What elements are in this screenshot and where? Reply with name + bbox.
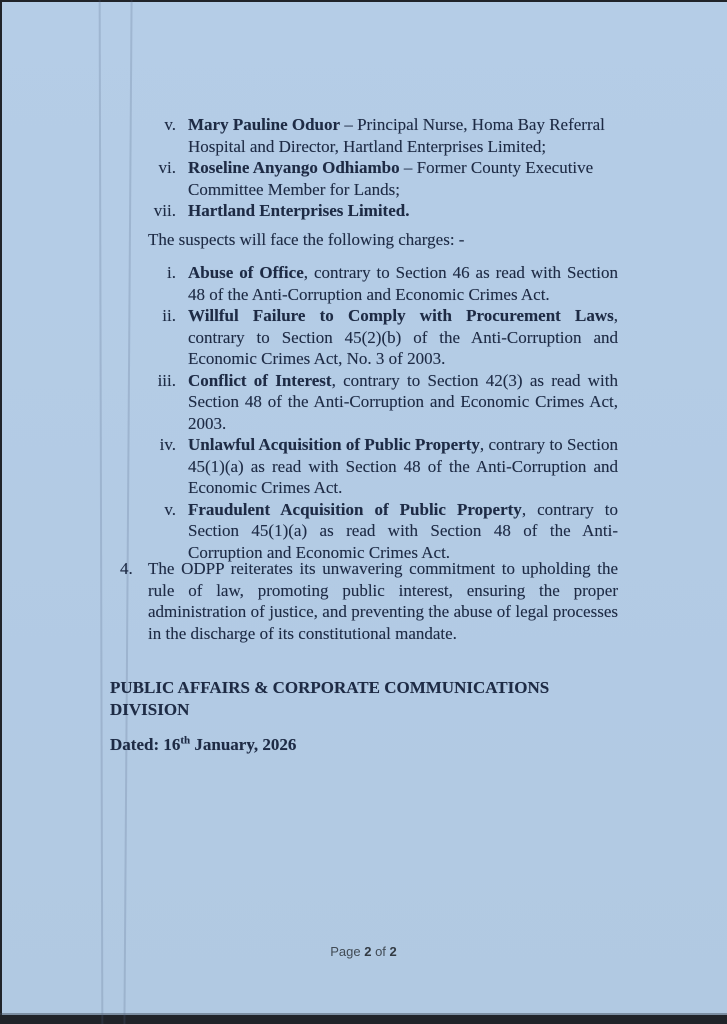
paragraph-numeral: 4.: [120, 559, 133, 578]
suspects-list: [110, 114, 618, 222]
list-numeral: vii.: [153, 201, 176, 220]
list-numeral: vi.: [158, 158, 176, 177]
charge-list-item: [110, 305, 618, 370]
charge-description: , contrary to Section 45(1)(a) as read with Section 48 of the Anti-Corruption and Economic Crimes Act.: [188, 435, 618, 497]
page-label: Page: [330, 944, 361, 959]
scan-edge-bottom: [0, 1015, 727, 1024]
list-text: [188, 305, 618, 370]
of-label: of: [375, 944, 386, 959]
paragraph-text: The ODPP reiterates its unwavering commitment to upholding the rule of law, promoting public interest, ensuring the proper administration of justice, and preventing the abuse of legal processes in the discharge of its constitutional mandate.: [148, 559, 618, 643]
charge-title: Abuse of Office: [188, 263, 304, 282]
charge-list-item: [110, 370, 618, 435]
charge-list-item: [110, 434, 618, 499]
suspect-name: Hartland Enterprises Limited.: [188, 201, 410, 220]
scan-edge-left: [0, 0, 2, 1024]
page-number: 2: [364, 944, 372, 959]
charge-list-item: [110, 262, 618, 305]
charge-title: Willful Failure to Comply with Procurement Laws: [188, 306, 614, 325]
suspect-description: – Principal Nurse, Homa Bay Referral Hospital and Director, Hartland Enterprises Limited;: [188, 115, 605, 156]
list-text: [188, 499, 618, 564]
dated-line: [110, 734, 296, 756]
division-heading: PUBLIC AFFAIRS & CORPORATE COMMUNICATIONS DIVISION: [110, 678, 550, 719]
list-text: [188, 262, 618, 305]
list-text: [188, 157, 618, 200]
suspect-list-item: [110, 157, 618, 200]
charges-intro: The suspects will face the following charges: -: [148, 230, 465, 249]
charge-description: , contrary to Section 46 as read with Section 48 of the Anti-Corruption and Economic Crimes Act.: [188, 263, 618, 304]
charge-title: Conflict of Interest: [188, 370, 332, 390]
list-numeral: i.: [167, 263, 176, 282]
page-number-footer: [0, 944, 727, 959]
list-numeral: v.: [164, 499, 176, 519]
suspect-description: – Former County Executive Committee Member for Lands;: [188, 158, 594, 199]
charge-list-item: [110, 499, 618, 564]
charge-description: , contrary to Section 45(1)(a) as read with Section 48 of the Anti-Corruption and Economic Crimes Act.: [188, 499, 618, 562]
list-numeral: v.: [164, 115, 176, 134]
scan-edge-top: [0, 0, 727, 2]
total-pages: 2: [389, 944, 397, 959]
paper-fold-line: [99, 0, 104, 1024]
charge-title: Fraudulent Acquisition of Public Property: [188, 499, 522, 519]
charge-description: , contrary to Section 45(2)(b) of the Anti-Corruption and Economic Crimes Act, No. 3 of 2003.: [188, 306, 618, 368]
list-numeral: iv.: [159, 435, 176, 454]
dated-ordinal-superscript: th: [180, 734, 191, 747]
suspect-list-item: [110, 200, 618, 222]
charge-title: Unlawful Acquisition of Public Property: [188, 435, 480, 454]
dated-prefix: Dated: 16: [110, 735, 181, 754]
list-text: [188, 370, 618, 435]
list-text: [188, 200, 618, 222]
suspect-list-item: [110, 114, 618, 157]
charge-description: , contrary to Section 42(3) as read with Section 48 of the Anti-Corruption and Economic Crimes Act, 2003.: [188, 370, 618, 433]
dated-suffix: January, 2026: [190, 735, 297, 754]
suspect-name: Roseline Anyango Odhiambo: [188, 158, 400, 177]
charges-list: [110, 262, 618, 563]
closing-paragraph: [120, 558, 618, 644]
list-text: [188, 114, 618, 157]
suspect-name: Mary Pauline Oduor: [188, 115, 341, 134]
list-numeral: ii.: [162, 306, 176, 325]
list-numeral: iii.: [157, 370, 176, 390]
list-text: [188, 434, 618, 499]
